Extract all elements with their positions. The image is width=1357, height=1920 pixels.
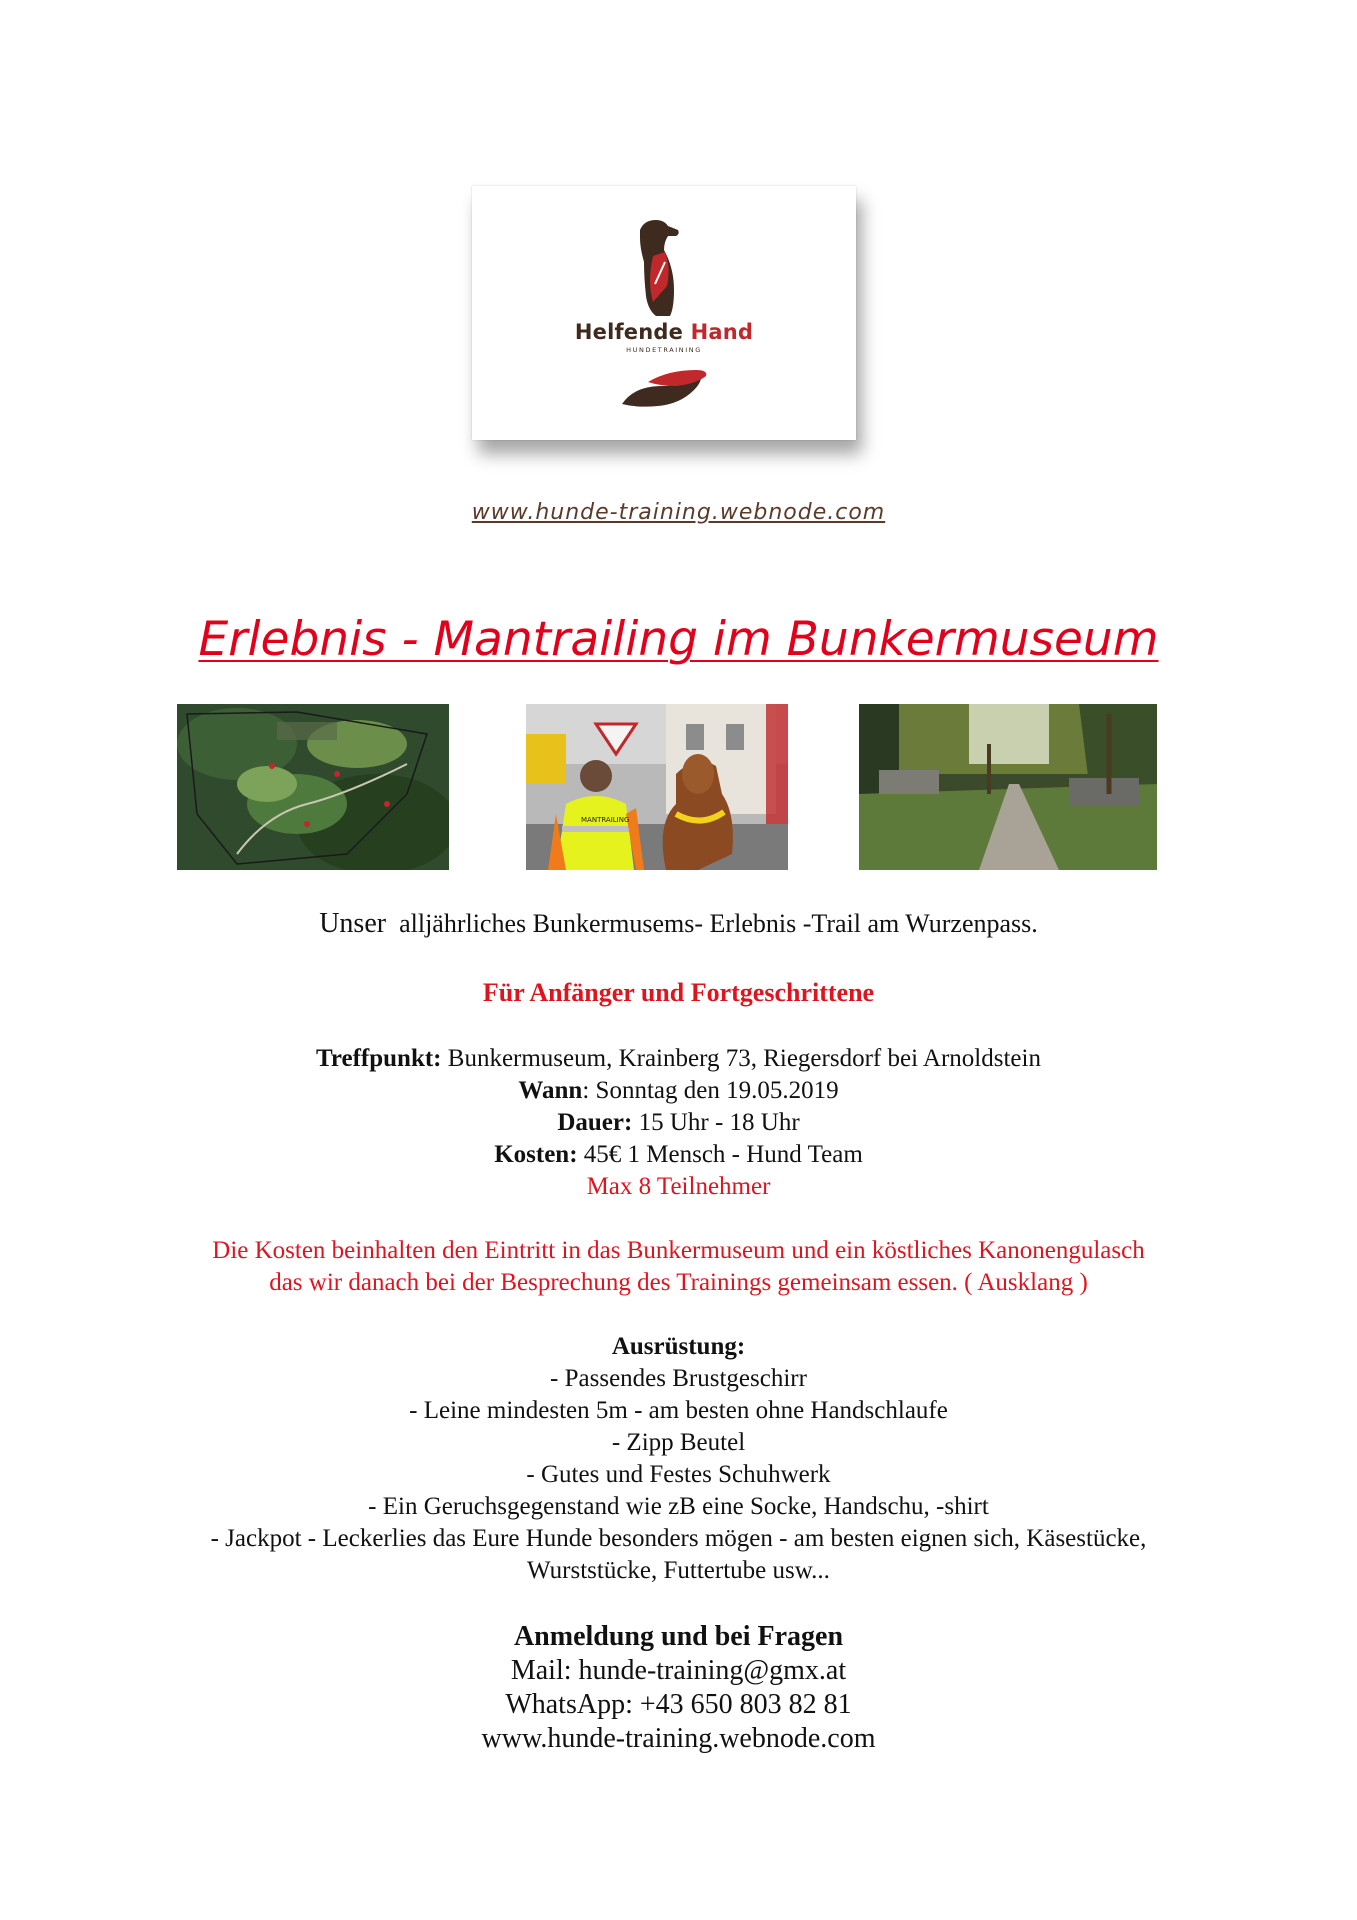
contact-website[interactable]: www.hunde-training.webnode.com bbox=[481, 1723, 876, 1754]
page-title: Erlebnis - Mantrailing im Bunkermuseum bbox=[198, 612, 1159, 667]
contact-whatsapp[interactable]: WhatsApp: +43 650 803 82 81 bbox=[505, 1689, 852, 1720]
equipment-item: - Passendes Brustgeschirr bbox=[550, 1365, 807, 1392]
equipment-item: Wurststücke, Futtertube usw... bbox=[527, 1557, 830, 1584]
event-duration: Dauer: 15 Uhr - 18 Uhr bbox=[557, 1109, 800, 1136]
forest-path-photo bbox=[859, 704, 1157, 870]
equipment-item: - Zipp Beutel bbox=[611, 1429, 746, 1456]
logo-card bbox=[472, 186, 856, 440]
cost-note-line-1: Die Kosten beinhalten den Eintritt in das Bunkermuseum und ein köstliches Kanonengulasch bbox=[212, 1237, 1145, 1264]
contact-heading: Anmeldung und bei Fragen bbox=[513, 1621, 844, 1652]
aerial-map-photo bbox=[177, 704, 449, 870]
equipment-item: - Leine mindesten 5m - am besten ohne Handschlaufe bbox=[409, 1397, 948, 1424]
logo-brand-name: Helfende Hand bbox=[574, 320, 754, 344]
website-link[interactable]: www.hunde-training.webnode.com bbox=[471, 500, 886, 525]
max-participants: Max 8 Teilnehmer bbox=[586, 1173, 771, 1200]
contact-mail[interactable]: Mail: hunde-training@gmx.at bbox=[510, 1655, 847, 1686]
vest-text: MANTRAILING bbox=[581, 816, 630, 824]
event-date: Wann: Sonntag den 19.05.2019 bbox=[518, 1077, 839, 1104]
equipment-item: - Ein Geruchsgegenstand wie zB eine Socke, Handschu, -shirt bbox=[368, 1493, 989, 1520]
trainer-with-dog-photo bbox=[526, 704, 788, 870]
equipment-heading: Ausrüstung: bbox=[611, 1333, 746, 1360]
level-text: Für Anfänger und Fortgeschrittene bbox=[482, 978, 875, 1007]
equipment-item: - Jackpot - Leckerlies das Eure Hunde besonders mögen - am besten eignen sich, Käsestücke, bbox=[210, 1525, 1147, 1552]
intro-text: Unser alljährliches Bunkermusems- Erlebnis -Trail am Wurzenpass. bbox=[319, 908, 1038, 939]
equipment-item: - Gutes und Festes Schuhwerk bbox=[526, 1461, 831, 1488]
logo-subtitle: HUNDETRAINING bbox=[626, 346, 702, 354]
dog-logo-icon bbox=[472, 186, 856, 440]
cost-note-line-2: das wir danach bei der Besprechung des Trainings gemeinsam essen. ( Ausklang ) bbox=[269, 1269, 1088, 1296]
event-cost: Kosten: 45€ 1 Mensch - Hund Team bbox=[494, 1141, 863, 1168]
meeting-point: Treffpunkt: Bunkermuseum, Krainberg 73, Riegersdorf bei Arnoldstein bbox=[316, 1045, 1041, 1072]
